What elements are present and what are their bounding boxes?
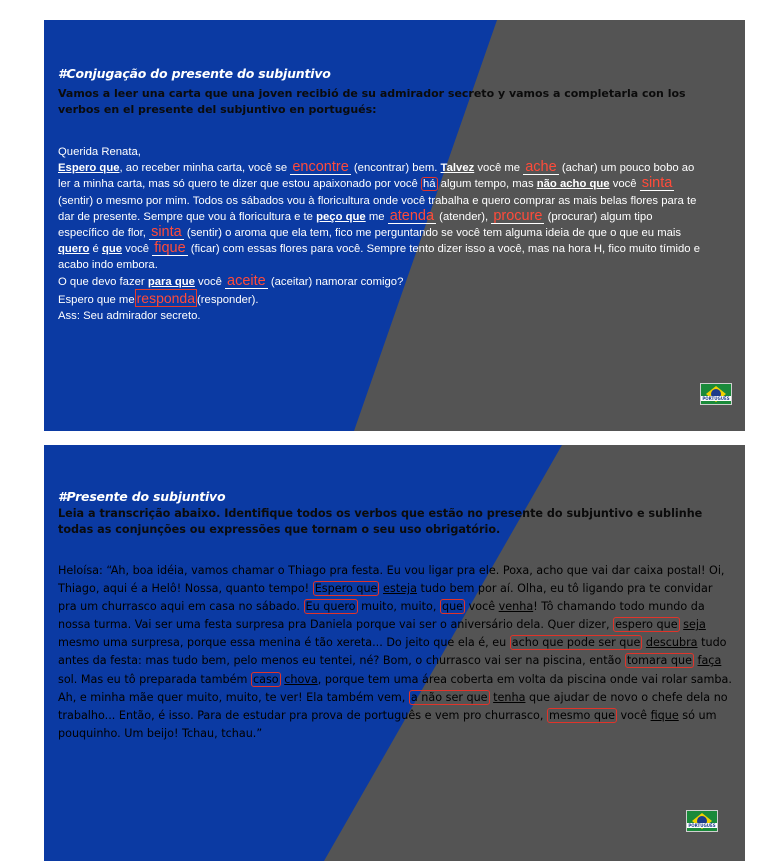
brazil-flag-logo (700, 383, 732, 405)
marked-conjunction: que (441, 600, 464, 614)
subjunctive-verb: esteja (383, 582, 417, 596)
text: (achar) um pouco bobo ao ler a minha carta, mas só quero te dizer que estou apaixonado por você (58, 162, 695, 191)
text: mesmo uma surpresa, porque essa menina é tão xereta... Do jeito que ela é, eu (58, 636, 510, 650)
marked-conjunction: caso (252, 672, 279, 686)
transcription (58, 562, 733, 743)
text: tudo bem por aí. Olha, eu tô ligando pra te convidar pra um churrasco aqui em casa no sábado. (58, 582, 713, 614)
subjunctive-verb: faça (697, 654, 722, 668)
conjunction: não acho que (536, 178, 610, 191)
text: só um pouquinho. Um beijo! Tchau, tchau.” (58, 708, 717, 740)
subjunctive-verb: fique (650, 708, 679, 722)
text: (responder). (197, 293, 259, 306)
marked-conjunction: espero que (615, 618, 678, 632)
letter-paragraph (58, 160, 705, 273)
text: O que devo fazer (58, 275, 148, 288)
answer-blank: sinta (641, 175, 673, 192)
text: (sentir) o aroma que ela tem, fico me perguntando se você tem alguma ideia de que o que eu mais (183, 227, 682, 240)
text: você (616, 708, 651, 722)
brazil-flag-logo (686, 810, 718, 832)
slide-conjugacao (44, 20, 745, 431)
conjunction: que (101, 243, 123, 256)
marked-conjunction: acho que pode ser que (511, 636, 641, 650)
subjunctive-verb: seja (683, 618, 706, 632)
text: (aceitar) namorar comigo? (267, 275, 404, 288)
conjunction: quero (58, 243, 90, 256)
answer-blank: aceite (227, 272, 266, 289)
marked-word: há (422, 178, 436, 191)
letter-question (58, 274, 705, 290)
text: você (122, 243, 153, 256)
text: muito, muito, (357, 600, 440, 614)
text: você (465, 600, 499, 614)
subjunctive-verb: chova (284, 672, 318, 686)
conjunction: para que (147, 275, 195, 288)
text: Heloísa: “Ah, boa idéia, vamos chamar o Thiago pra festa. Eu vou ligar pra ele. Poxa, acho que vai dar caixa postal! Oi, Thiago, aqui é a Helô! Nossa, quanto tempo! (58, 564, 725, 596)
conjunction: Espero que (58, 162, 120, 175)
answer-blank: sinta (151, 224, 182, 241)
marked-conjunction: a não ser que (410, 690, 488, 704)
letter-greeting: Querida Renata, (58, 146, 141, 158)
text: que ajudar de novo o chefe dela no trabalho... Então, é isso. Para de estudar pra prova de português e vem pro churrasco, (58, 690, 728, 722)
text: você (609, 178, 640, 191)
text: (sentir) o mesmo por mim. Todos os sábados vou à floricultura onde você trabalha e quero comprar as mais belas flores para te dar de presente. Sempre que vou à floricultura e te (58, 194, 697, 223)
text: você (194, 275, 226, 288)
conjunction: peço que (316, 210, 366, 223)
text: ! Tô chamando todo mundo da nossa turma. Vai ser uma festa surpresa pra Daniela porque vai ser o aniversário dela. Quer dizer, (58, 600, 705, 632)
text: (encontrar) bem. (350, 162, 441, 175)
text: (ficar) com essas flores para você. Sempre tento dizer isso a você, mas na hora H, fico muito tímido e acabo indo embora. (58, 243, 700, 272)
answer-blank: procure (493, 207, 543, 224)
text: tudo antes da festa: mas tudo bem, pelo menos eu tentei, né? Bom, o churrasco vai ser na piscina, então (58, 636, 727, 668)
text: (atender), (436, 210, 492, 223)
slide-title: #Conjugação do presente do subjuntivo (58, 66, 331, 81)
answer-blank: responda (136, 289, 196, 306)
conjunction: Talvez (440, 162, 475, 175)
slide-presente-subjuntivo (44, 445, 745, 861)
subjunctive-verb: descubra (645, 636, 698, 650)
letter-request (58, 290, 705, 308)
subjunctive-verb: tenha (493, 690, 526, 704)
text: me (365, 210, 388, 223)
text: (procurar) algum tipo específico de flor, (58, 210, 653, 240)
subjunctive-verb: venha (498, 600, 534, 614)
text: , porque tem uma área coberta em volta da piscina onde vai rolar samba. Ah, e minha mãe quer muito, muito, te ver! Ela também vem, (58, 672, 732, 704)
answer-blank: fique (154, 240, 186, 257)
letter-body (58, 144, 705, 324)
flag-label: PORTUGUÊS (702, 396, 730, 401)
marked-conjunction: mesmo que (549, 708, 615, 722)
marked-conjunction: Espero que (314, 582, 378, 596)
marked-conjunction: tomara que (626, 654, 692, 668)
text: algum tempo, mas (437, 178, 537, 191)
answer-blank: ache (525, 159, 557, 176)
marked-conjunction: Eu quero (305, 600, 356, 614)
text: Espero que me (58, 293, 135, 306)
text: é (89, 243, 102, 256)
slide-instructions: Vamos a leer una carta que una joven recibió de su admirador secreto y vamos a completarla con los verbos en el presente del subjuntivo en portugués: (58, 87, 686, 116)
text: sol. Mas eu tô preparada também (58, 672, 251, 686)
text: você me (474, 162, 524, 175)
slide-instructions: Leia a transcrição abaixo. Identifique todos os verbos que estão no presente do subjuntivo e sublinhe todas as conjunções ou expressões que tornam o seu uso obrigatório. (58, 507, 703, 536)
flag-label: PORTUGUÊS (688, 823, 716, 828)
text: , ao receber minha carta, você se (119, 162, 291, 175)
slide-title: #Presente do subjuntivo (58, 489, 226, 504)
answer-blank: atenda (389, 207, 435, 224)
letter-signature: Ass: Seu admirador secreto. (58, 310, 201, 323)
answer-blank: encontre (292, 159, 349, 176)
